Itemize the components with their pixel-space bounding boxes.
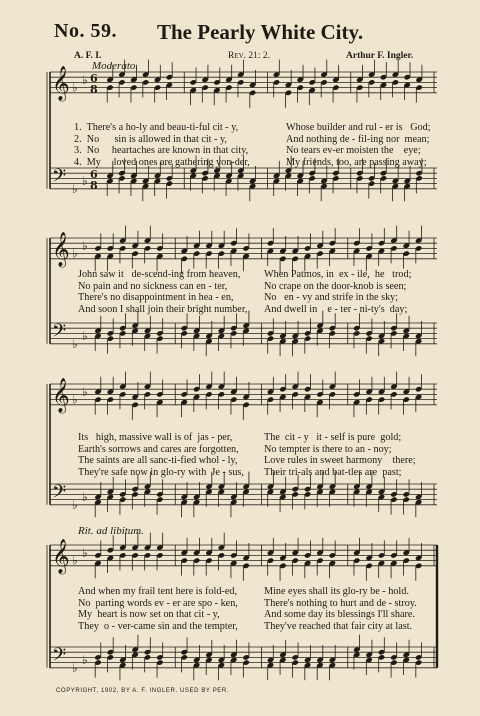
treble-clef: 𝄞 [52, 378, 70, 413]
lyric-first-half: Its high, massive wall is of jas - per, [78, 432, 233, 443]
key-flat: ♭ [82, 72, 88, 87]
lyric-first-half: No pain and no sickness can en - ter, [78, 280, 228, 292]
key-flat: ♭ [82, 384, 88, 399]
lyric-second-half: They've reached that fair city at last. [264, 620, 413, 632]
treble-clef: 𝄞 [52, 66, 70, 101]
lyric-second-half: No en - vy and strife in the sky; [264, 292, 399, 303]
bass-clef: 𝄢 [52, 166, 67, 191]
bass-clef: 𝄢 [52, 321, 67, 346]
key-flat: ♭ [72, 181, 78, 196]
lyric-second-half: The cit - y it - self is pure gold; [264, 432, 402, 443]
treble-clef: 𝄞 [52, 539, 70, 574]
time-signature-bottom: 8 [90, 83, 98, 96]
lyric-second-half: When Patmos, in ex - ile, he trod; [264, 269, 412, 280]
lyric-first-half: 1. There's a ho-ly and beau-ti-ful cit - y, [74, 122, 239, 133]
lyric-second-half: And some day its blessings I'll share. [264, 609, 415, 620]
hymn-title: The Pearly White City. [157, 20, 364, 44]
scripture-reference: Rev. 21: 2. [228, 51, 271, 61]
lyric-line [0, 303, 480, 317]
lyric-first-half: And soon I shall join their bright number, [78, 303, 248, 315]
hymn-number: No. 59. [54, 20, 117, 42]
time-signature-top: 6 [90, 72, 98, 85]
lyric-line [0, 466, 480, 480]
key-flat: ♭ [72, 553, 78, 568]
time-signature-top: 6 [90, 168, 98, 181]
lyric-first-half: They're safe now in glo-ry with Je - sus, [78, 466, 244, 478]
key-flat: ♭ [82, 545, 88, 560]
lyric-second-half: And nothing de - fil-ing nor mean; [286, 133, 430, 145]
lyric-second-half: Love rules in sweet harmony there; [264, 455, 416, 466]
key-flat: ♭ [72, 336, 78, 351]
composer-credit: Arthur F. Ingler. [346, 51, 414, 61]
key-flat: ♭ [82, 490, 88, 504]
bass-clef: 𝄢 [52, 645, 67, 670]
lyric-second-half: No crape on the door-knob is seen; [264, 280, 407, 292]
bass-clef: 𝄢 [52, 482, 67, 507]
lyric-line [0, 156, 480, 170]
key-flat: ♭ [72, 246, 78, 261]
lyric-first-half: John saw it de-scend-ing from heaven, [78, 269, 241, 280]
lyric-first-half: No parting words ev - er are spo - ken, [78, 597, 238, 609]
key-flat: ♭ [72, 80, 78, 95]
lyric-first-half: And when my frail tent here is fold-ed, [78, 586, 237, 597]
lyric-first-half: The saints are all sanc-ti-fied whol - ly, [78, 455, 238, 466]
treble-clef: 𝄞 [52, 232, 70, 267]
lyric-first-half: 4. My loved ones are gathering yon-der, [74, 156, 250, 168]
lyric-second-half: Whose builder and rul - er is God; [286, 122, 431, 133]
lyric-second-half: There's nothing to hurt and de - stroy. [264, 597, 417, 609]
lyric-line [0, 620, 480, 634]
lyric-first-half: Earth's sorrows and cares are forgotten, [78, 443, 239, 455]
lyric-first-half: My heart is now set on that cit - y, [78, 609, 220, 620]
lyric-first-half: 2. No sin is allowed in that cit - y, [74, 133, 227, 145]
lyric-second-half: And dwell in e - ter - ni-ty's day; [264, 303, 408, 315]
lyric-second-half: Their tri-als and bat-tles are past; [264, 466, 402, 478]
lyric-first-half: They o - ver-came sin and the tempter, [78, 620, 238, 632]
key-flat: ♭ [82, 329, 88, 343]
key-flat: ♭ [82, 174, 88, 188]
author-initials: A. F. I. [74, 51, 102, 61]
lyric-first-half: There's no disappointment in hea - en, [78, 292, 234, 303]
copyright-notice: COPYRIGHT, 1902, BY A. F. INGLER. USED BY PER. [56, 688, 230, 694]
lyric-second-half: Mine eyes shall its glo-ry be - hold. [264, 586, 409, 597]
tempo-marking: Moderato. [92, 60, 139, 72]
key-flat: ♭ [82, 238, 88, 253]
lyric-second-half: No tears ev-er moisten the eye; [286, 145, 421, 156]
tempo-marking-rit: Rit. ad libitum. [78, 525, 144, 537]
lyric-second-half: My friends, too, are passing away; [286, 156, 427, 168]
key-flat: ♭ [72, 660, 78, 675]
lyric-second-half: No tempter is there to an - noy; [264, 443, 392, 455]
lyric-first-half: 3. No heartaches are known in that city, [74, 145, 249, 156]
key-flat: ♭ [72, 497, 78, 512]
key-flat: ♭ [82, 653, 88, 667]
time-signature-bottom: 8 [90, 179, 98, 192]
key-flat: ♭ [72, 392, 78, 407]
